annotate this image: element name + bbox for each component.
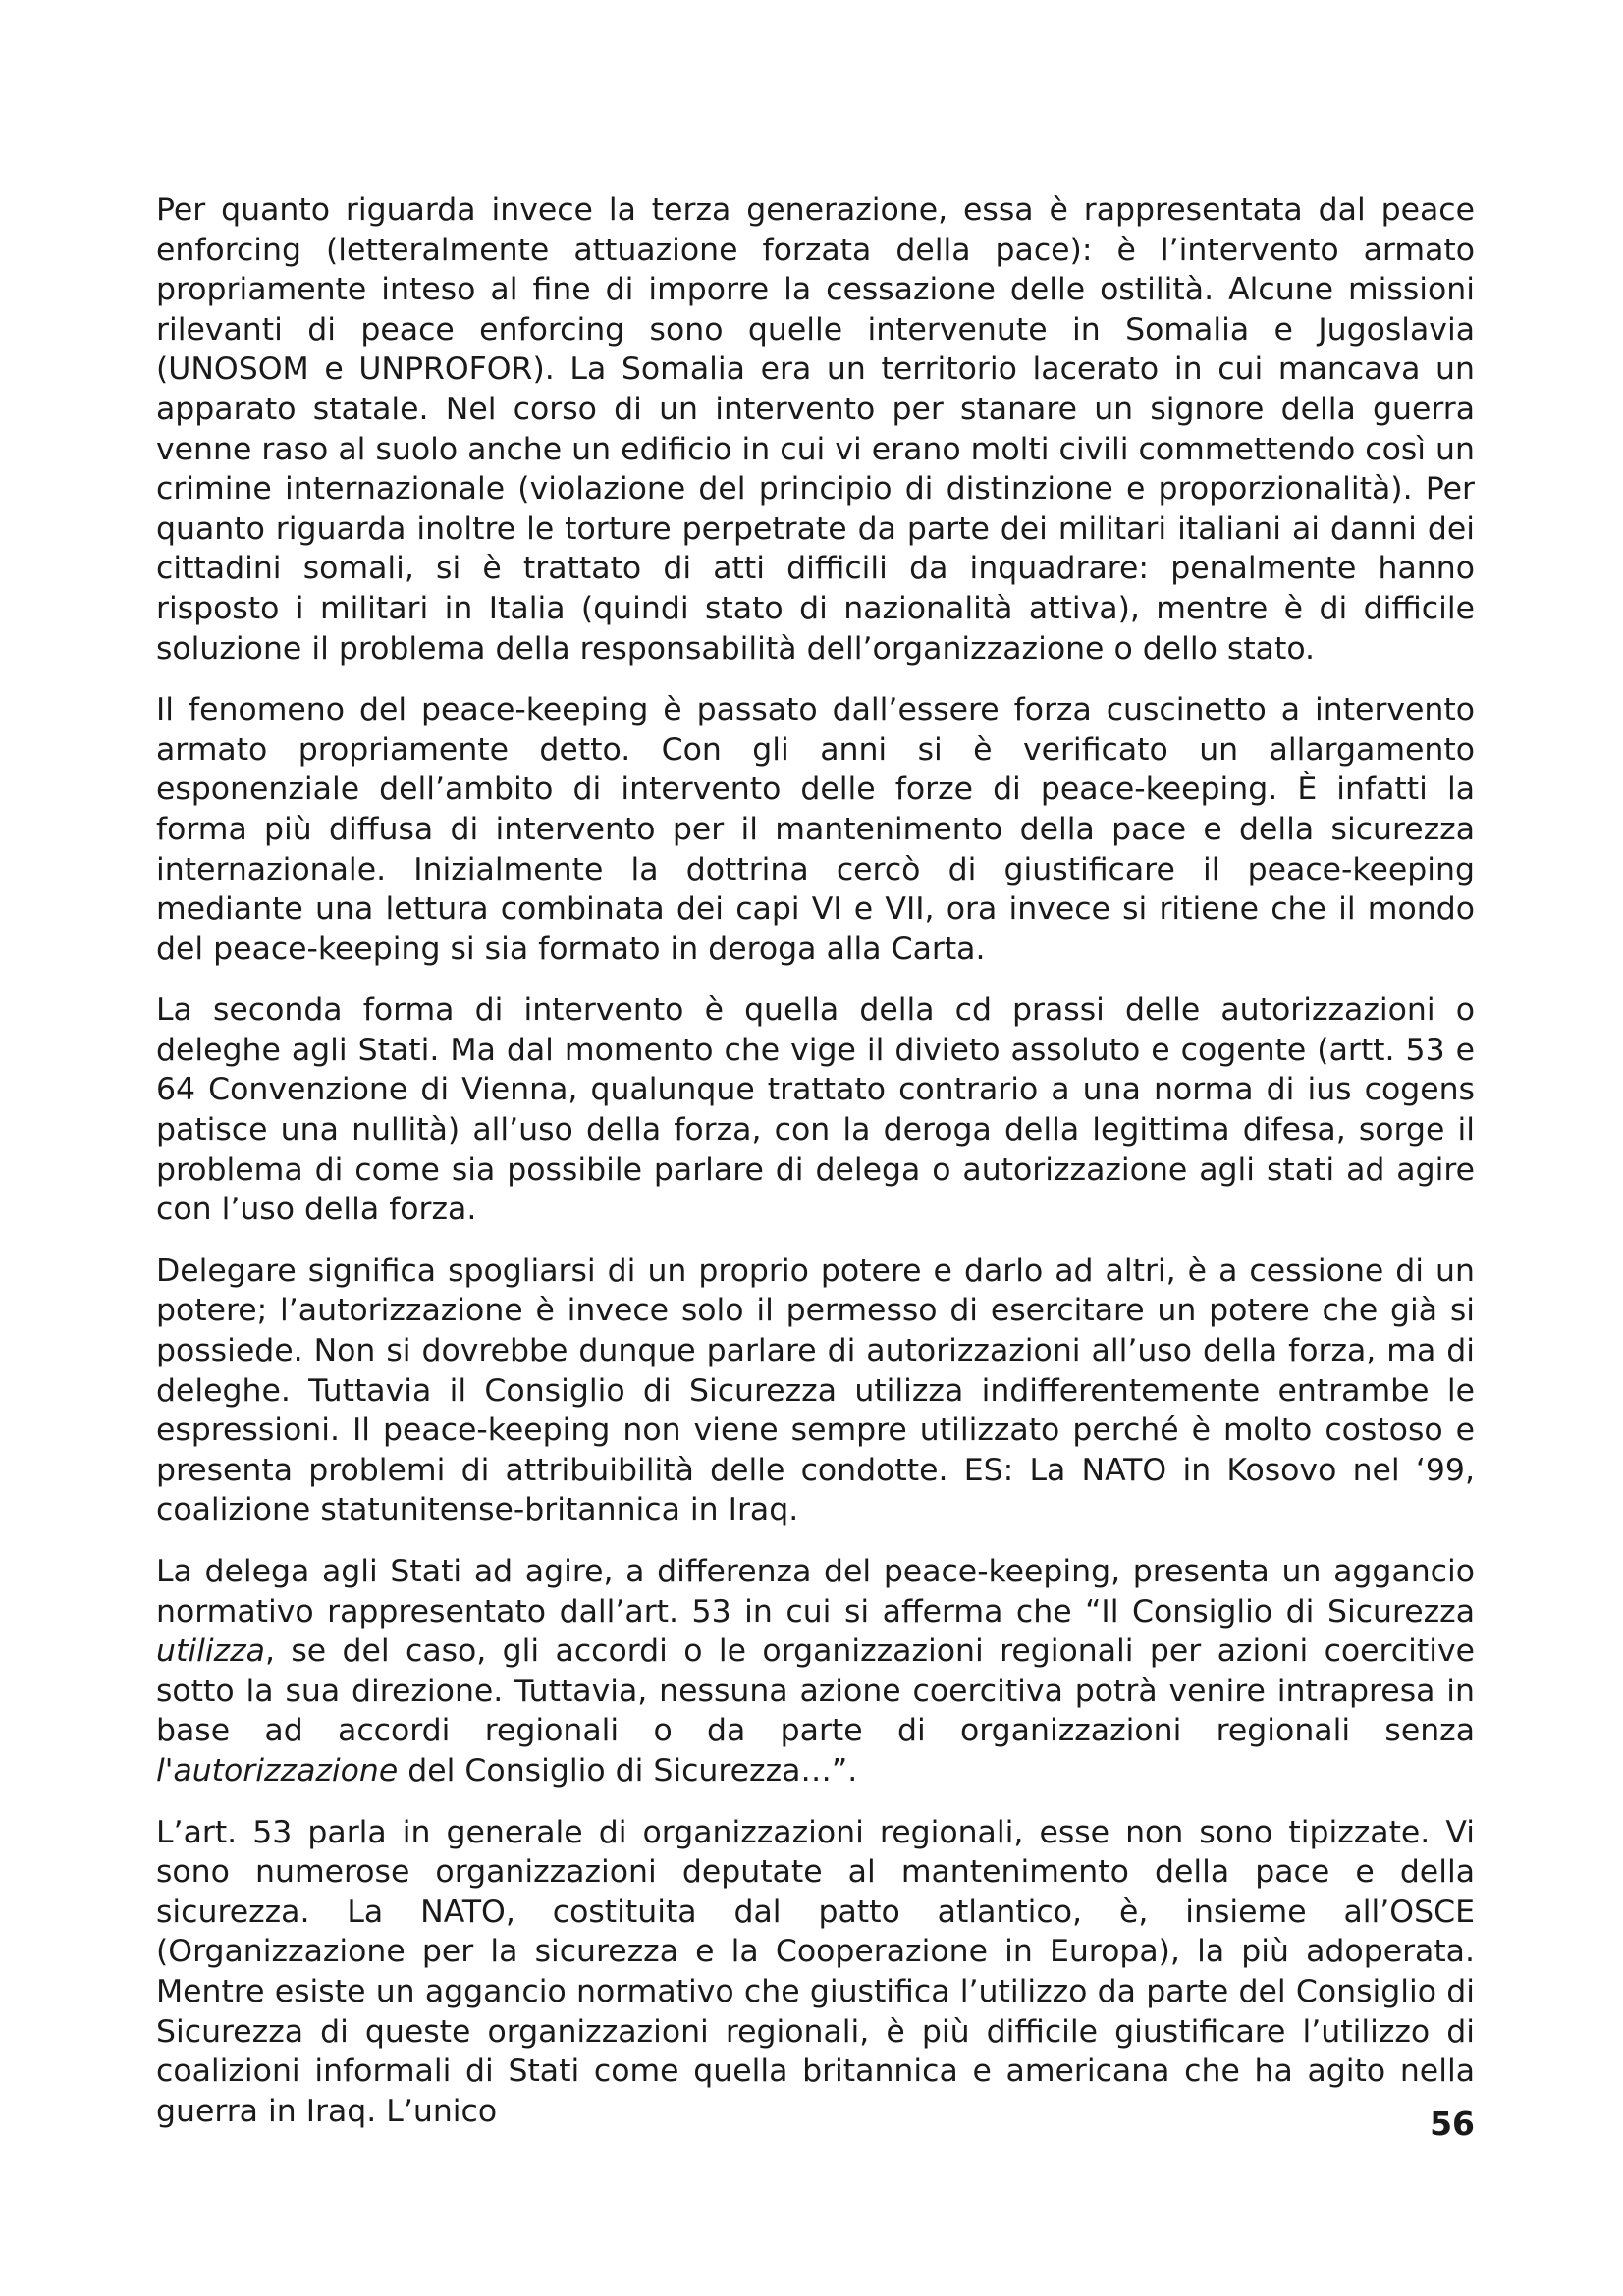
paragraph-3-text: La seconda forma di intervento è quella della cd prassi delle autorizzazioni o deleghe agli Stati. Ma dal momento che vige il divieto assoluto e cogente (artt. 53 e 64 Convenzione di Vienna, qualunque trattato contrario a una norma di ius cogens patisce una nullità) all’uso della forza, con la deroga della legittima difesa, sorge il problema di come sia possibile parlare di delega o autorizzazione agli stati ad agire con l’uso della forza.	[156, 992, 1475, 1228]
paragraph-6-text: L’art. 53 parla in generale di organizzazioni regionali, esse non sono tipizzate. Vi sono numerose organizzazioni deputate al mantenimento della pace e della sicurezza. La NATO, costituita dal patto atlantico, è, insieme all’OSCE (Organizzazione per la sicurezza e la Cooperazione in Europa), la più adoperata. Mentre esiste un aggancio normativo che giustifica l’utilizzo da parte del Consiglio di Sicurezza di queste organizzazioni regionali, è più difficile giustificare l’utilizzo di coalizioni informali di Stati come quella britannica e americana che ha agito nella guerra in Iraq. L’unico	[156, 1814, 1475, 2129]
paragraph-5-text-c: del Consiglio di Sicurezza…”.	[398, 1752, 858, 1789]
paragraph-6	[156, 1813, 1475, 2132]
paragraph-2	[156, 690, 1475, 969]
paragraph-2-text: Il fenomeno del peace-keeping è passato dall’essere forza cuscinetto a intervento armato propriamente detto. Con gli anni si è verificato un allargamento esponenziale dell’ambito di intervento delle forze di peace-keeping. È infatti la forma più diffusa di intervento per il mantenimento della pace e della sicurezza internazionale. Inizialmente la dottrina cercò di giustificare il peace-keeping mediante una lettura combinata dei capi VI e VII, ora invece si ritiene che il mondo del peace-keeping si sia formato in deroga alla Carta.	[156, 692, 1475, 967]
paragraph-5-italic-autorizzazione: l'autorizzazione	[156, 1752, 399, 1789]
body-text	[156, 190, 1475, 2153]
paragraph-5-italic-utilizza: utilizza	[156, 1633, 265, 1670]
paragraph-4	[156, 1252, 1475, 1530]
paragraph-5-text-b: , se del caso, gli accordi o le organizzazioni regionali per azioni coercitive sotto la sua direzione. Tuttavia, nessuna azione coercitiva potrà venire intrapresa in base ad accordi regionali o da parte di organizzazioni regionali senza	[156, 1633, 1475, 1749]
paragraph-1-text: Per quanto riguarda invece la terza generazione, essa è rappresentata dal peace enforcing (letteralmente attuazione forzata della pace): è l’intervento armato propriamente inteso al fine di imporre la cessazione delle ostilità. Alcune missioni rilevanti di peace enforcing sono quelle intervenute in Somalia e Jugoslavia (UNOSOM e UNPROFOR). La Somalia era un territorio lacerato in cui mancava un apparato statale. Nel corso di un intervento per stanare un signore della guerra venne raso al suolo anche un edificio in cui vi erano molti civili commettendo così un crimine internazionale (violazione del principio di distinzione e proporzionalità). Per quanto riguarda inoltre le torture perpetrate da parte dei militari italiani ai danni dei cittadini somali, si è trattato di atti difficili da inquadrare: penalmente hanno risposto i militari in Italia (quindi stato di nazionalità attiva), mentre è di difficile soluzione il problema della responsabilità dell’organizzazione o dello stato.	[156, 192, 1475, 667]
page-number: 56	[1430, 2105, 1475, 2143]
paragraph-3	[156, 990, 1475, 1230]
paragraph-5	[156, 1552, 1475, 1791]
paragraph-5-text-a: La delega agli Stati ad agire, a differenza del peace-keeping, presenta un aggancio normativo rappresentato dall’art. 53 in cui si afferma che “Il Consiglio di Sicurezza	[156, 1554, 1475, 1629]
paragraph-1	[156, 190, 1475, 668]
paragraph-4-text: Delegare significa spogliarsi di un proprio potere e darlo ad altri, è a cessione di un potere; l’autorizzazione è invece solo il permesso di esercitare un potere che già si possiede. Non si dovrebbe dunque parlare di autorizzazioni all’uso della forza, ma di deleghe. Tuttavia il Consiglio di Sicurezza utilizza indifferentemente entrambe le espressioni. Il peace-keeping non viene sempre utilizzato perché è molto costoso e presenta problemi di attribuibilità delle condotte. ES: La NATO in Kosovo nel ‘99, coalizione statunitense-britannica in Iraq.	[156, 1253, 1475, 1528]
